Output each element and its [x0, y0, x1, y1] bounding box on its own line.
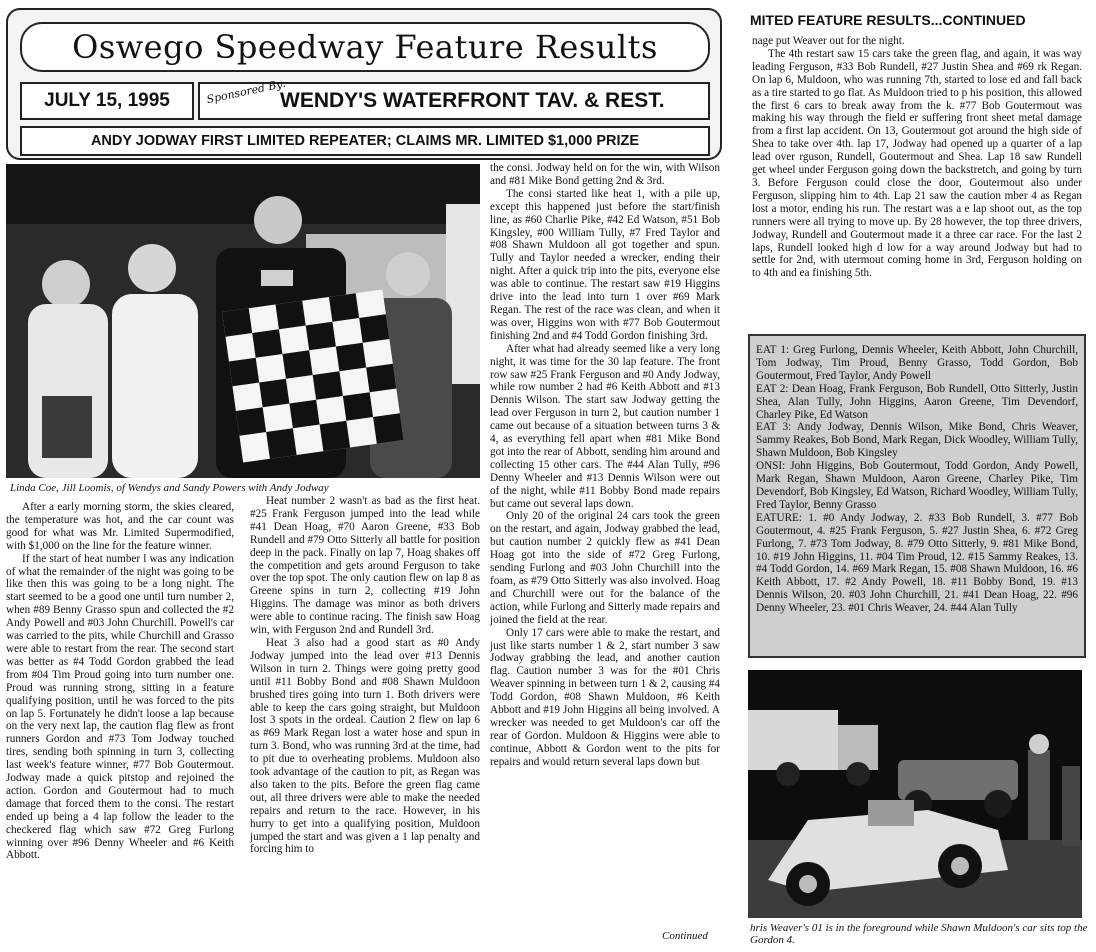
victory-lane-photo — [6, 164, 480, 478]
headline: ANDY JODWAY FIRST LIMITED REPEATER; CLAIMS MR. LIMITED $1,000 PRIZE — [20, 126, 710, 156]
sponsor-banner — [198, 76, 710, 120]
results-box — [748, 334, 1086, 658]
page-title: Oswego Speedway Feature Results — [72, 28, 658, 66]
article-paragraph: The 4th restart saw 15 cars take the green flag, and again, it was way leading Ferguson, #33 Bob Rundell, #27 Justin Shea and #69 rk Regan. On lap 6, Muldoon, who was running 7th, started to lose ed and fall back as a tire started to go flat. As Muldoon tried to p his position, this allowed the first 6 cars to break away from the k. #77 Bob Goutermout was making his way through the field er suffering front sheet metal damage from a first lap accident. On 13, Goutermout got around the high side of Shea to take over 4th. lap 17, Jodway had opened up a quarter of a lap lead over rguson, Rundell, Goutermout and Shea. Lap 18 saw Rundell get wheel under Ferguson going down the backstretch, and going by turn 3. Before Ferguson could close the door, Goutermout also under Ferguson, slipping him to 4th. Lap 21 saw the caution mber 4 as Regan lost a motor, ending his run. The restart was a e lap shoot out, as the top runners were all trying to move up. By 28 however, the top three drivers, Jodway, Rundell and Goutermout made it a three car race. For the last 2 laps, Rundell looked high d low for a way around Jodway but had to settle for 2nd, with utermout coming home in 3rd, Ferguson holding on to 4th and ea finishing 5th. — [752, 47, 1082, 280]
race-cars-photo-image — [748, 670, 1082, 918]
article-paragraph: Heat 3 also had a good start as #0 Andy Jodway jumped into the lead over #13 Dennis Wilson in turn 2. Things were going pretty good until #11 Bobby Bond and #08 Shawn Muldoon brushed tires going into turn 1. Both drivers were able to keep the cars going straight, but Muldoon lost 3 spots in the ordeal. Caution 2 flew on lap 6 as #69 Mark Regan lost a water hose and spun in turn 3. Bond, who was running 3rd at the time, had to pit due to overheating problems. Muldoon also took advantage of the caution to pit, as Regan was also taken to the pits. Before the green flag came out, all three drivers were able to make the needed repairs and return to the race. However, in his hurry to get into a qualifying position, Muldoon jumped the start and was given a 1 lap penalty and forcing him to — [250, 636, 480, 856]
article-paragraph: nage put Weaver out for the night. — [752, 35, 905, 47]
race-cars-photo — [748, 670, 1082, 918]
article-paragraph: After what had already seemed like a very long night, it was time for the 30 lap feature. The front row saw #25 Frank Ferguson and #0 Andy Jodway, while row number 2 had #6 Keith Abbott and #13 Dennis Wilson. The start saw Jodway getting the lead over Ferguson in turn 2, but caution number 1 came out because of a situation between turns 3 & 4, as everything fell apart when #81 Mike Bond got into the rear of Abbott, sending him around and collecting 15 other cars. The #44 Alan Tully, #96 Denny Wheeler and #13 Dennis Wilson were out of the night, while #11 Bobby Bond made repairs but came out several laps down. — [490, 342, 720, 510]
masthead — [6, 8, 722, 160]
photo2-caption: hris Weaver's 01 is in the foreground while Shawn Muldoon's car sits top the Gordon 4. — [750, 922, 1088, 946]
article-paragraph: Only 20 of the original 24 cars took the green on the restart, and again, Jodway grabbed the lead, but caution number 2 quickly flew as #41 Dean Hoag got into the side of #72 Greg Furlong, sending Furlong and #03 John Churchill into the foam, as #79 Otto Sitterly was also involved. Hoag and Churchill were out for the balance of the action, while Furlong and Sitterly made repairs and joined the field at the rear. — [490, 510, 720, 626]
article-paragraph: the consi. Jodway held on for the win, with Wilson and #81 Mike Bond getting 2nd & 3rd. — [490, 162, 720, 187]
sponsor-name: WENDY'S WATERFRONT TAV. & REST. — [280, 89, 665, 112]
feature-results: EATURE: 1. #0 Andy Jodway, 2. #33 Bob Rundell, 3. #77 Bob Goutermout, 4. #25 Frank Ferguson, 5. #27 Justin Shea, 6. #72 Greg Furlong, 7. #73 Tom Jodway, 8. #79 Otto Sitterly, 9. #81 Mike Bond, 10. #19 John Higgins, 11. #04 Tim Proud, 12. #15 Sammy Reakes, 13. #4 Todd Gordon, 14. #69 Mark Regan, 15. #08 Shawn Muldoon, 16. #6 Keith Abbott, 17. #2 Andy Powell, 18. #11 Bobby Bond, 19. #13 Dennis Wilson, 20. #03 John Churchill, 21. #41 Dean Hoag, 22. #96 Denny Wheeler, 23. #01 Chris Weaver, 24. #44 Alan Tully — [756, 511, 1078, 615]
article-paragraph: The consi started like heat 1, with a pile up, except this happened just before the start/finish line, as #60 Charlie Pike, #42 Ed Watson, #51 Bob Kingsley, #00 William Tully, #7 Fred Taylor and #08 Shawn Muldoon all got together and spun. Tully and Taylor needed a wrecker, ending their night. After a quick trip into the pits, everyone else was able to continue. The restart saw #19 Higgins drive into the lead into turn 1 over #69 Mark Regan. The rest of the race was clean, and when it was over, Higgins won with #77 Bob Goutermout finishing 2nd and #4 Todd Gordon finishing 3rd. — [490, 187, 720, 342]
article-paragraph: If the start of heat number l was any indication of what the remainder of the night was going to be like then this was going to be a long night. The start seemed to be a good one until turn number 2, when #89 Benny Grasso spun and collected the #2 Andy Powell and #03 John Churchill. Powell's car was carried to the pits, while Churchill and Grasso were able to restart from the rear. The second start was better as #4 Todd Gordon grabbed the lead from #04 Tim Proud going into turn number one. Proud was running strong, sitting in a feature qualifying position, until he was forced to the pits on lap 5. Fortunately he didn't loose a lap because on the very next lap, the caution flag flew as front runners Gordon and #73 Tom Jodway touched tires, sending both spinning in turn 3, collecting last week's feature winner, #77 Bob Goutermout. Jodway made a quick pitstop and rejoined the action. Gordon and Goutermout had to much damage that forced them to the consi. The restart ended up being a 4 lap follow the leader to the checkered flag which saw #72 Greg Furlong winning over #96 Denny Wheeler and #6 Keith Abbott. — [6, 552, 234, 862]
title-banner — [20, 22, 710, 72]
heat1-results: EAT 1: Greg Furlong, Dennis Wheeler, Keith Abbott, John Churchill, Tom Jodway, Tim Proud, Benny Grasso, Todd Gordon, Bob Goutermout, Fred Taylor, Andy Powell — [756, 344, 1078, 382]
article-paragraph: Heat number 2 wasn't as bad as the first heat. #25 Frank Ferguson jumped into the lead while #41 Dean Hoag, #70 Aaron Greene, #33 Bob Rundell and #79 Otto Sitterly all battle for position deep in the pack. Finally on lap 7, Hoag shakes off the competition and gets around Ferguson to take over the top spot. The only caution flew on lap 8 as Greene spins in turn 2, collecting #19 John Higgins. The damage was minor as both drivers were able to continue racing. The finish saw Hoag win, with Ferguson 2nd and Rundell 3rd. — [250, 495, 480, 637]
continued-label: Continued — [662, 930, 708, 942]
issue-date: JULY 15, 1995 — [20, 82, 194, 120]
article-paragraph: Only 17 cars were able to make the restart, and just like starts number 1 & 2, start number 3 saw Jodway grabbing the lead, and another caution flag. Caution number 3 was for the #01 Chris Weaver spinning in between turn 1 & 2, causing #4 Todd Gordon, #08 Shawn Muldoon, #6 Keith Abbott and #19 John Higgins all being involved. A wrecker was needed to get Muldoon's car off the rear of Gordon. Muldoon & Higgins were able to continue, Abbott & Gordon went to the pits for repairs and would return several laps down but — [490, 626, 720, 768]
consi-results: ONSI: John Higgins, Bob Goutermout, Todd Gordon, Andy Powell, Mark Regan, Shawn Muldoon, Aaron Greene, Charley Pike, Tim Devendorf, Bob Kingsley, Ed Watson, Richard Woodley, William Tully, Fred Taylor, Benny Grasso — [756, 460, 1078, 511]
article-column-4 — [752, 35, 1082, 280]
photo1-caption: Linda Coe, Jill Loomis, of Wendys and Sandy Powers with Andy Jodway — [10, 482, 329, 494]
sponsored-by-label: Sponsored By: — [205, 76, 288, 107]
article-column-2 — [250, 495, 480, 856]
article-paragraph: After a early morning storm, the skies cleared, the temperature was hot, and the car count was good for what was Mr. Limited Supermodified, with $1,000 on the line for the feature winner. — [6, 501, 234, 552]
article-column-3 — [490, 162, 720, 769]
victory-lane-photo-image — [6, 164, 480, 478]
heat2-results: EAT 2: Dean Hoag, Frank Ferguson, Bob Rundell, Otto Sitterly, Justin Shea, Alan Tully, John Higgins, Aaron Greene, Tim Devendorf, Charley Pike, Ed Watson — [756, 382, 1078, 421]
continued-heading: MITED FEATURE RESULTS...CONTINUED — [750, 12, 1026, 28]
heat3-results: EAT 3: Andy Jodway, Dennis Wilson, Mike Bond, Chris Weaver, Sammy Reakes, Bob Bond, Mark Regan, Dick Woodley, William Tully, Shawn Muldoon, Bob Kingsley — [756, 421, 1078, 460]
article-column-1 — [6, 501, 234, 862]
